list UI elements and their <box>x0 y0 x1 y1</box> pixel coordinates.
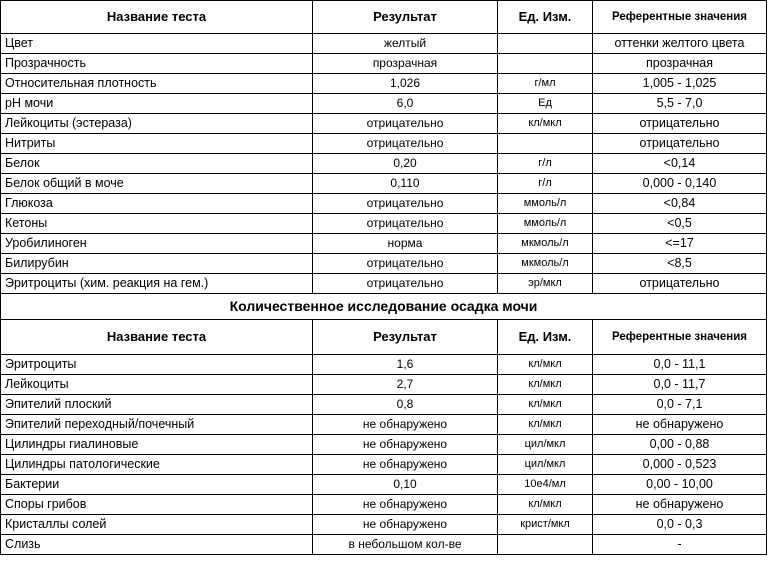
result-cell: 6,0 <box>313 94 498 114</box>
test-name-cell: Прозрачность <box>1 54 313 74</box>
unit-cell: мкмоль/л <box>498 254 593 274</box>
unit-cell: кл/мкл <box>498 415 593 435</box>
unit-cell: Ед <box>498 94 593 114</box>
section-title: Количественное исследование осадка мочи <box>1 294 767 320</box>
reference-cell: <0,14 <box>593 154 767 174</box>
reference-cell: не обнаружено <box>593 495 767 515</box>
result-cell: не обнаружено <box>313 455 498 475</box>
reference-cell: прозрачная <box>593 54 767 74</box>
unit-cell: 10e4/мл <box>498 475 593 495</box>
test-name-cell: Споры грибов <box>1 495 313 515</box>
result-cell: отрицательно <box>313 274 498 294</box>
result-cell: 0,20 <box>313 154 498 174</box>
unit-cell: г/мл <box>498 74 593 94</box>
test-name-cell: Лейкоциты <box>1 375 313 395</box>
test-name-cell: pH мочи <box>1 94 313 114</box>
table-header-row <box>1 1 767 34</box>
result-cell: прозрачная <box>313 54 498 74</box>
table-row <box>1 435 767 455</box>
test-name-cell: Белок <box>1 154 313 174</box>
reference-cell: <=17 <box>593 234 767 254</box>
test-name-cell: Эпителий переходный/почечный <box>1 415 313 435</box>
test-name-cell: Бактерии <box>1 475 313 495</box>
table-row <box>1 395 767 415</box>
unit-cell: ммоль/л <box>498 194 593 214</box>
test-name-cell: Глюкоза <box>1 194 313 214</box>
lab-results-body <box>1 1 767 555</box>
unit-cell: ммоль/л <box>498 214 593 234</box>
test-name-cell: Кетоны <box>1 214 313 234</box>
table-row <box>1 495 767 515</box>
table-row <box>1 234 767 254</box>
reference-cell: оттенки желтого цвета <box>593 34 767 54</box>
table-header-row-2 <box>1 320 767 355</box>
header-reference: Референтные значения <box>593 320 767 355</box>
header-test-name: Название теста <box>1 1 313 34</box>
table-row <box>1 174 767 194</box>
test-name-cell: Цвет <box>1 34 313 54</box>
header-reference: Референтные значения <box>593 1 767 34</box>
header-unit: Ед. Изм. <box>498 1 593 34</box>
test-name-cell: Белок общий в моче <box>1 174 313 194</box>
reference-cell: 5,5 - 7,0 <box>593 94 767 114</box>
result-cell: в небольшом кол-ве <box>313 535 498 555</box>
reference-cell: 0,00 - 10,00 <box>593 475 767 495</box>
reference-cell: <0,5 <box>593 214 767 234</box>
result-cell: 1,026 <box>313 74 498 94</box>
result-cell: 2,7 <box>313 375 498 395</box>
reference-cell: отрицательно <box>593 134 767 154</box>
reference-cell: 0,0 - 11,1 <box>593 355 767 375</box>
test-name-cell: Билирубин <box>1 254 313 274</box>
reference-cell: 0,000 - 0,140 <box>593 174 767 194</box>
test-name-cell: Уробилиноген <box>1 234 313 254</box>
table-row <box>1 535 767 555</box>
test-name-cell: Лейкоциты (эстераза) <box>1 114 313 134</box>
header-unit: Ед. Изм. <box>498 320 593 355</box>
result-cell: 0,110 <box>313 174 498 194</box>
result-cell: 0,10 <box>313 475 498 495</box>
reference-cell: <0,84 <box>593 194 767 214</box>
table-row <box>1 34 767 54</box>
result-cell: отрицательно <box>313 114 498 134</box>
test-name-cell: Слизь <box>1 535 313 555</box>
table-row <box>1 415 767 435</box>
unit-cell: цил/мкл <box>498 435 593 455</box>
result-cell: желтый <box>313 34 498 54</box>
result-cell: отрицательно <box>313 214 498 234</box>
table-row <box>1 254 767 274</box>
reference-cell: отрицательно <box>593 114 767 134</box>
test-name-cell: Цилиндры патологические <box>1 455 313 475</box>
reference-cell: 0,00 - 0,88 <box>593 435 767 455</box>
unit-cell: мкмоль/л <box>498 234 593 254</box>
unit-cell: крист/мкл <box>498 515 593 535</box>
unit-cell: кл/мкл <box>498 395 593 415</box>
result-cell: отрицательно <box>313 254 498 274</box>
unit-cell <box>498 34 593 54</box>
header-result: Результат <box>313 1 498 34</box>
table-row <box>1 194 767 214</box>
unit-cell: кл/мкл <box>498 355 593 375</box>
result-cell: не обнаружено <box>313 515 498 535</box>
test-name-cell: Относительная плотность <box>1 74 313 94</box>
test-name-cell: Эпителий плоский <box>1 395 313 415</box>
reference-cell: <8,5 <box>593 254 767 274</box>
unit-cell <box>498 134 593 154</box>
unit-cell: г/л <box>498 154 593 174</box>
test-name-cell: Кристаллы солей <box>1 515 313 535</box>
table-row <box>1 114 767 134</box>
table-row <box>1 475 767 495</box>
unit-cell: кл/мкл <box>498 495 593 515</box>
table-row <box>1 455 767 475</box>
table-row <box>1 375 767 395</box>
unit-cell: кл/мкл <box>498 114 593 134</box>
result-cell: 0,8 <box>313 395 498 415</box>
result-cell: отрицательно <box>313 134 498 154</box>
table-row <box>1 274 767 294</box>
result-cell: не обнаружено <box>313 415 498 435</box>
header-test-name: Название теста <box>1 320 313 355</box>
unit-cell <box>498 535 593 555</box>
reference-cell: не обнаружено <box>593 415 767 435</box>
section-title-row <box>1 294 767 320</box>
test-name-cell: Эритроциты <box>1 355 313 375</box>
test-name-cell: Нитриты <box>1 134 313 154</box>
table-row <box>1 355 767 375</box>
result-cell: отрицательно <box>313 194 498 214</box>
table-row <box>1 94 767 114</box>
table-row <box>1 54 767 74</box>
test-name-cell: Цилиндры гиалиновые <box>1 435 313 455</box>
table-row <box>1 74 767 94</box>
reference-cell: 0,0 - 0,3 <box>593 515 767 535</box>
result-cell: 1,6 <box>313 355 498 375</box>
header-result: Результат <box>313 320 498 355</box>
unit-cell: эр/мкл <box>498 274 593 294</box>
reference-cell: - <box>593 535 767 555</box>
unit-cell: г/л <box>498 174 593 194</box>
result-cell: не обнаружено <box>313 435 498 455</box>
table-row <box>1 214 767 234</box>
reference-cell: отрицательно <box>593 274 767 294</box>
table-row <box>1 515 767 535</box>
table-row <box>1 134 767 154</box>
table-row <box>1 154 767 174</box>
reference-cell: 0,000 - 0,523 <box>593 455 767 475</box>
unit-cell: цил/мкл <box>498 455 593 475</box>
unit-cell <box>498 54 593 74</box>
test-name-cell: Эритроциты (хим. реакция на гем.) <box>1 274 313 294</box>
reference-cell: 0,0 - 11,7 <box>593 375 767 395</box>
reference-cell: 0,0 - 7,1 <box>593 395 767 415</box>
unit-cell: кл/мкл <box>498 375 593 395</box>
reference-cell: 1,005 - 1,025 <box>593 74 767 94</box>
result-cell: норма <box>313 234 498 254</box>
result-cell: не обнаружено <box>313 495 498 515</box>
